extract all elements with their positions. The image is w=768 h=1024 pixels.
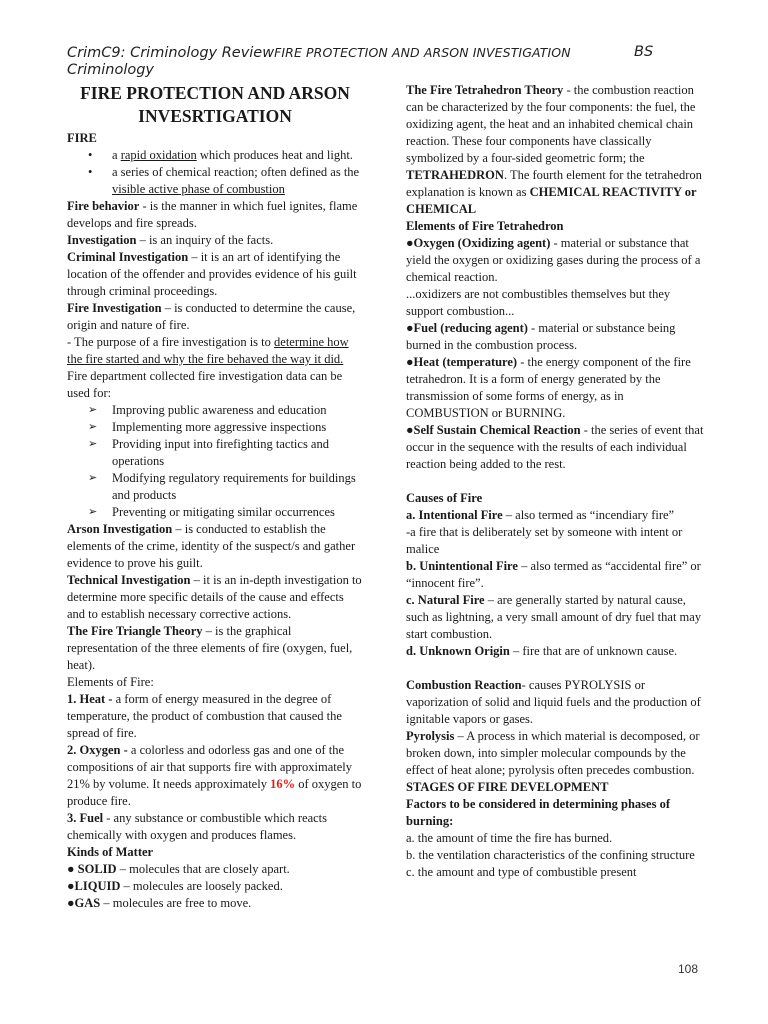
spacer [406,473,706,490]
term: ●Oxygen (Oxidizing agent) [406,236,551,250]
list-item-text: Implementing more aggressive inspections [112,420,327,434]
text-span: a [112,148,121,162]
definition: - the energy component of the fire tetrahedron. It is a form of energy generated by the transmission of some forms of energy, as in COMBUSTION or BURNING. [406,355,691,420]
data-uses-list [67,402,363,521]
definition: - the series of event that occur in the sequence with the results of each individual reaction being added to the rest. [406,423,704,471]
oxidizing-agent-definition [406,235,706,286]
term: Pyrolysis [406,729,455,743]
list-item: a. the amount of time the fire has burned. [406,831,613,845]
definition: – molecules are free to move. [100,896,252,910]
term: ●GAS [67,896,101,910]
term: ●Fuel (reducing agent) [406,321,528,335]
term: d. Unknown Origin [406,644,510,658]
gas-definition [67,895,363,912]
underlined-term: rapid oxidation [120,148,197,162]
fire-heading: FIRE [67,131,97,145]
kinds-of-matter-heading: Kinds of Matter [67,845,154,859]
definition: - causes PYROLYSIS or vaporization of solid and liquid fuels and the production of ignitable vapors or gases. [406,678,701,726]
arrow-icon: ➢ [88,506,98,518]
liquid-definition [67,878,363,895]
bullet-marker: • [88,165,93,179]
term: Technical Investigation [67,573,191,587]
list-item [67,147,363,164]
definition: – fire that are of unknown cause. [509,644,678,658]
definition: a colorless and odorless gas and one of the compositions of air that supports fire with approximately 21% by volume. It needs approximately [67,743,353,791]
header-course: CrimC9: Criminology Review [67,45,275,61]
term: ●LIQUID [67,879,121,893]
definition: – it is an in-depth investigation to determine more specific details of the cause and effects and to establish necessary corrective actions. [67,573,362,621]
text-span: a series of chemical reaction; often defined as the [112,165,360,179]
running-header [67,44,703,79]
list-item: c. the amount and type of combustible present [406,865,637,879]
fire-investigation-definition [67,300,363,334]
term: b. Unintentional Fire [406,559,518,573]
list-item-text: Improving public awareness and education [112,403,327,417]
causes-of-fire-heading: Causes of Fire [406,491,483,505]
term: ● SOLID [67,862,117,876]
arson-investigation-definition [67,521,363,572]
definition: - material or substance that yield the oxygen or oxidizing gases during the process of a chemical reaction. [406,236,701,284]
text-span: - The purpose of a fire investigation is to [67,335,275,349]
fire-definition-list [67,147,363,198]
definition: – is the graphical representation of the three elements of fire (oxygen, fuel, heat). [67,624,353,672]
pyrolysis-definition [406,728,706,779]
natural-fire-definition [406,592,706,643]
page-number: 108 [678,962,699,976]
definition: – is conducted to determine the cause, origin and nature of fire. [67,301,356,332]
text-span: which produces heat and light. [196,148,353,162]
unknown-origin-definition [406,643,706,660]
arrow-icon: ➢ [88,438,98,450]
term: Criminal Investigation [67,250,189,264]
arrow-icon: ➢ [88,421,98,433]
fire-triangle-definition [67,623,363,674]
intentional-fire-note: -a fire that is deliberately set by someone with intent or malice [406,525,683,556]
term: Arson Investigation [67,522,173,536]
bullet-marker: • [88,148,93,162]
term: Fire Investigation [67,301,162,315]
heat-definition [67,691,363,742]
tetrahedron-definition [406,82,706,218]
list-item-text: Preventing or mitigating similar occurrences [112,505,335,519]
list-item: b. the ventilation characteristics of the confining structure [406,848,695,862]
list-item-text: Providing input into firefighting tactics and operations [112,437,329,468]
tetrahedron-elements-heading: Elements of Fire Tetrahedron [406,219,564,233]
term: Investigation [67,233,137,247]
definition: - is the manner in which fuel ignites, flame develops and fire spreads. [67,199,358,230]
definition: – also termed as “incendiary fire” [502,508,675,522]
definition: – is conducted to establish the elements of the crime, identity of the suspect/s and gather evidence to prove his guilt. [67,522,356,570]
list-item [67,436,363,470]
reducing-agent-definition [406,320,706,354]
right-column [406,82,706,881]
term: Combustion Reaction [406,678,522,692]
oxygen-percentage-highlight: 16% [270,777,296,791]
arrow-icon: ➢ [88,404,98,416]
term: c. Natural Fire [406,593,485,607]
self-sustain-definition [406,422,706,473]
term: Fire behavior [67,199,140,213]
header-topic: FIRE PROTECTION AND ARSON INVESTIGATION [274,45,571,60]
list-item [67,419,363,436]
technical-investigation-definition [67,572,363,623]
term: ●Self Sustain Chemical Reaction [406,423,581,437]
list-item [67,402,363,419]
definition: - material or substance being burned in the combustion process. [406,321,676,352]
term: a. Intentional Fire [406,508,503,522]
collected-data-paragraph: Fire department collected fire investigation data can be used for: [67,369,343,400]
definition: – molecules that are closely apart. [116,862,290,876]
stages-heading: STAGES OF FIRE DEVELOPMENT [406,780,609,794]
definition: . The fourth element for the tetrahedron explanation is known as [406,168,702,199]
criminal-investigation-definition [67,249,363,300]
term: The Fire Tetrahedron Theory [406,83,564,97]
fuel-definition [67,810,363,844]
purpose-paragraph [67,334,363,368]
definition: – A process in which material is decomposed, or broken down, into simpler molecular compounds by the effect of heat alone; pyrolysis often precedes combustion. [406,729,700,777]
document-title: FIRE PROTECTION AND ARSON INVESRTIGATION [80,83,350,126]
term: 3. Fuel [67,811,104,825]
oxidizers-note: ...oxidizers are not combustibles themselves but they support combustion... [406,287,671,318]
definition: – are generally started by natural cause, such as lightning, a very small amount of dry fuel that may start combustion. [406,593,702,641]
header-program-b: Criminology [67,62,155,78]
definition: – also termed as “accidental fire” or “innocent fire”. [406,559,701,590]
list-item [67,164,363,198]
term: 2. Oxygen - [67,743,128,757]
definition: - any substance or combustible which reacts chemically with oxygen and produces flames. [67,811,327,842]
elements-label: Elements of Fire: [67,675,154,689]
definition: – molecules are loosely packed. [120,879,283,893]
left-column [67,82,363,912]
arrow-icon: ➢ [88,472,98,484]
list-item [67,504,363,521]
combustion-reaction-definition [406,677,706,728]
definition: a form of energy measured in the degree of temperature, the product of combustion that caused the spread of fire. [67,692,342,740]
investigation-definition [67,232,363,249]
underlined-term: determine how the fire started and why the fire behaved the way it did. [67,335,349,366]
definition: – is an inquiry of the facts. [136,233,274,247]
term: ●Heat (temperature) [406,355,518,369]
bold-term: CHEMICAL REACTIVITY or CHEMICAL [406,185,697,216]
term: 1. Heat - [67,692,113,706]
temperature-definition [406,354,706,422]
factors-heading: Factors to be considered in determining phases of burning: [406,797,670,828]
spacer [406,660,706,677]
intentional-fire-definition [406,507,706,524]
term: The Fire Triangle Theory [67,624,203,638]
definition: - the combustion reaction can be characterized by the four components: the fuel, the oxidizing agent, the heat and an inhabited chemical chain reaction. These four components have classically symbolized by a four-sided geometric form; the [406,83,696,165]
solid-definition [67,861,363,878]
bold-term: TETRAHEDRON [406,168,504,182]
underlined-term: visible active phase of combustion [112,182,285,196]
fire-behavior-definition [67,198,363,232]
header-program-a: BS [634,44,654,60]
unintentional-fire-definition [406,558,706,592]
definition: of oxygen to produce fire. [67,777,362,808]
list-item [67,470,363,504]
list-item-text: Modifying regulatory requirements for buildings and products [112,471,356,502]
definition: – it is an art of identifying the location of the offender and provides evidence of his guilt through criminal proceedings. [67,250,357,298]
oxygen-definition [67,742,363,810]
